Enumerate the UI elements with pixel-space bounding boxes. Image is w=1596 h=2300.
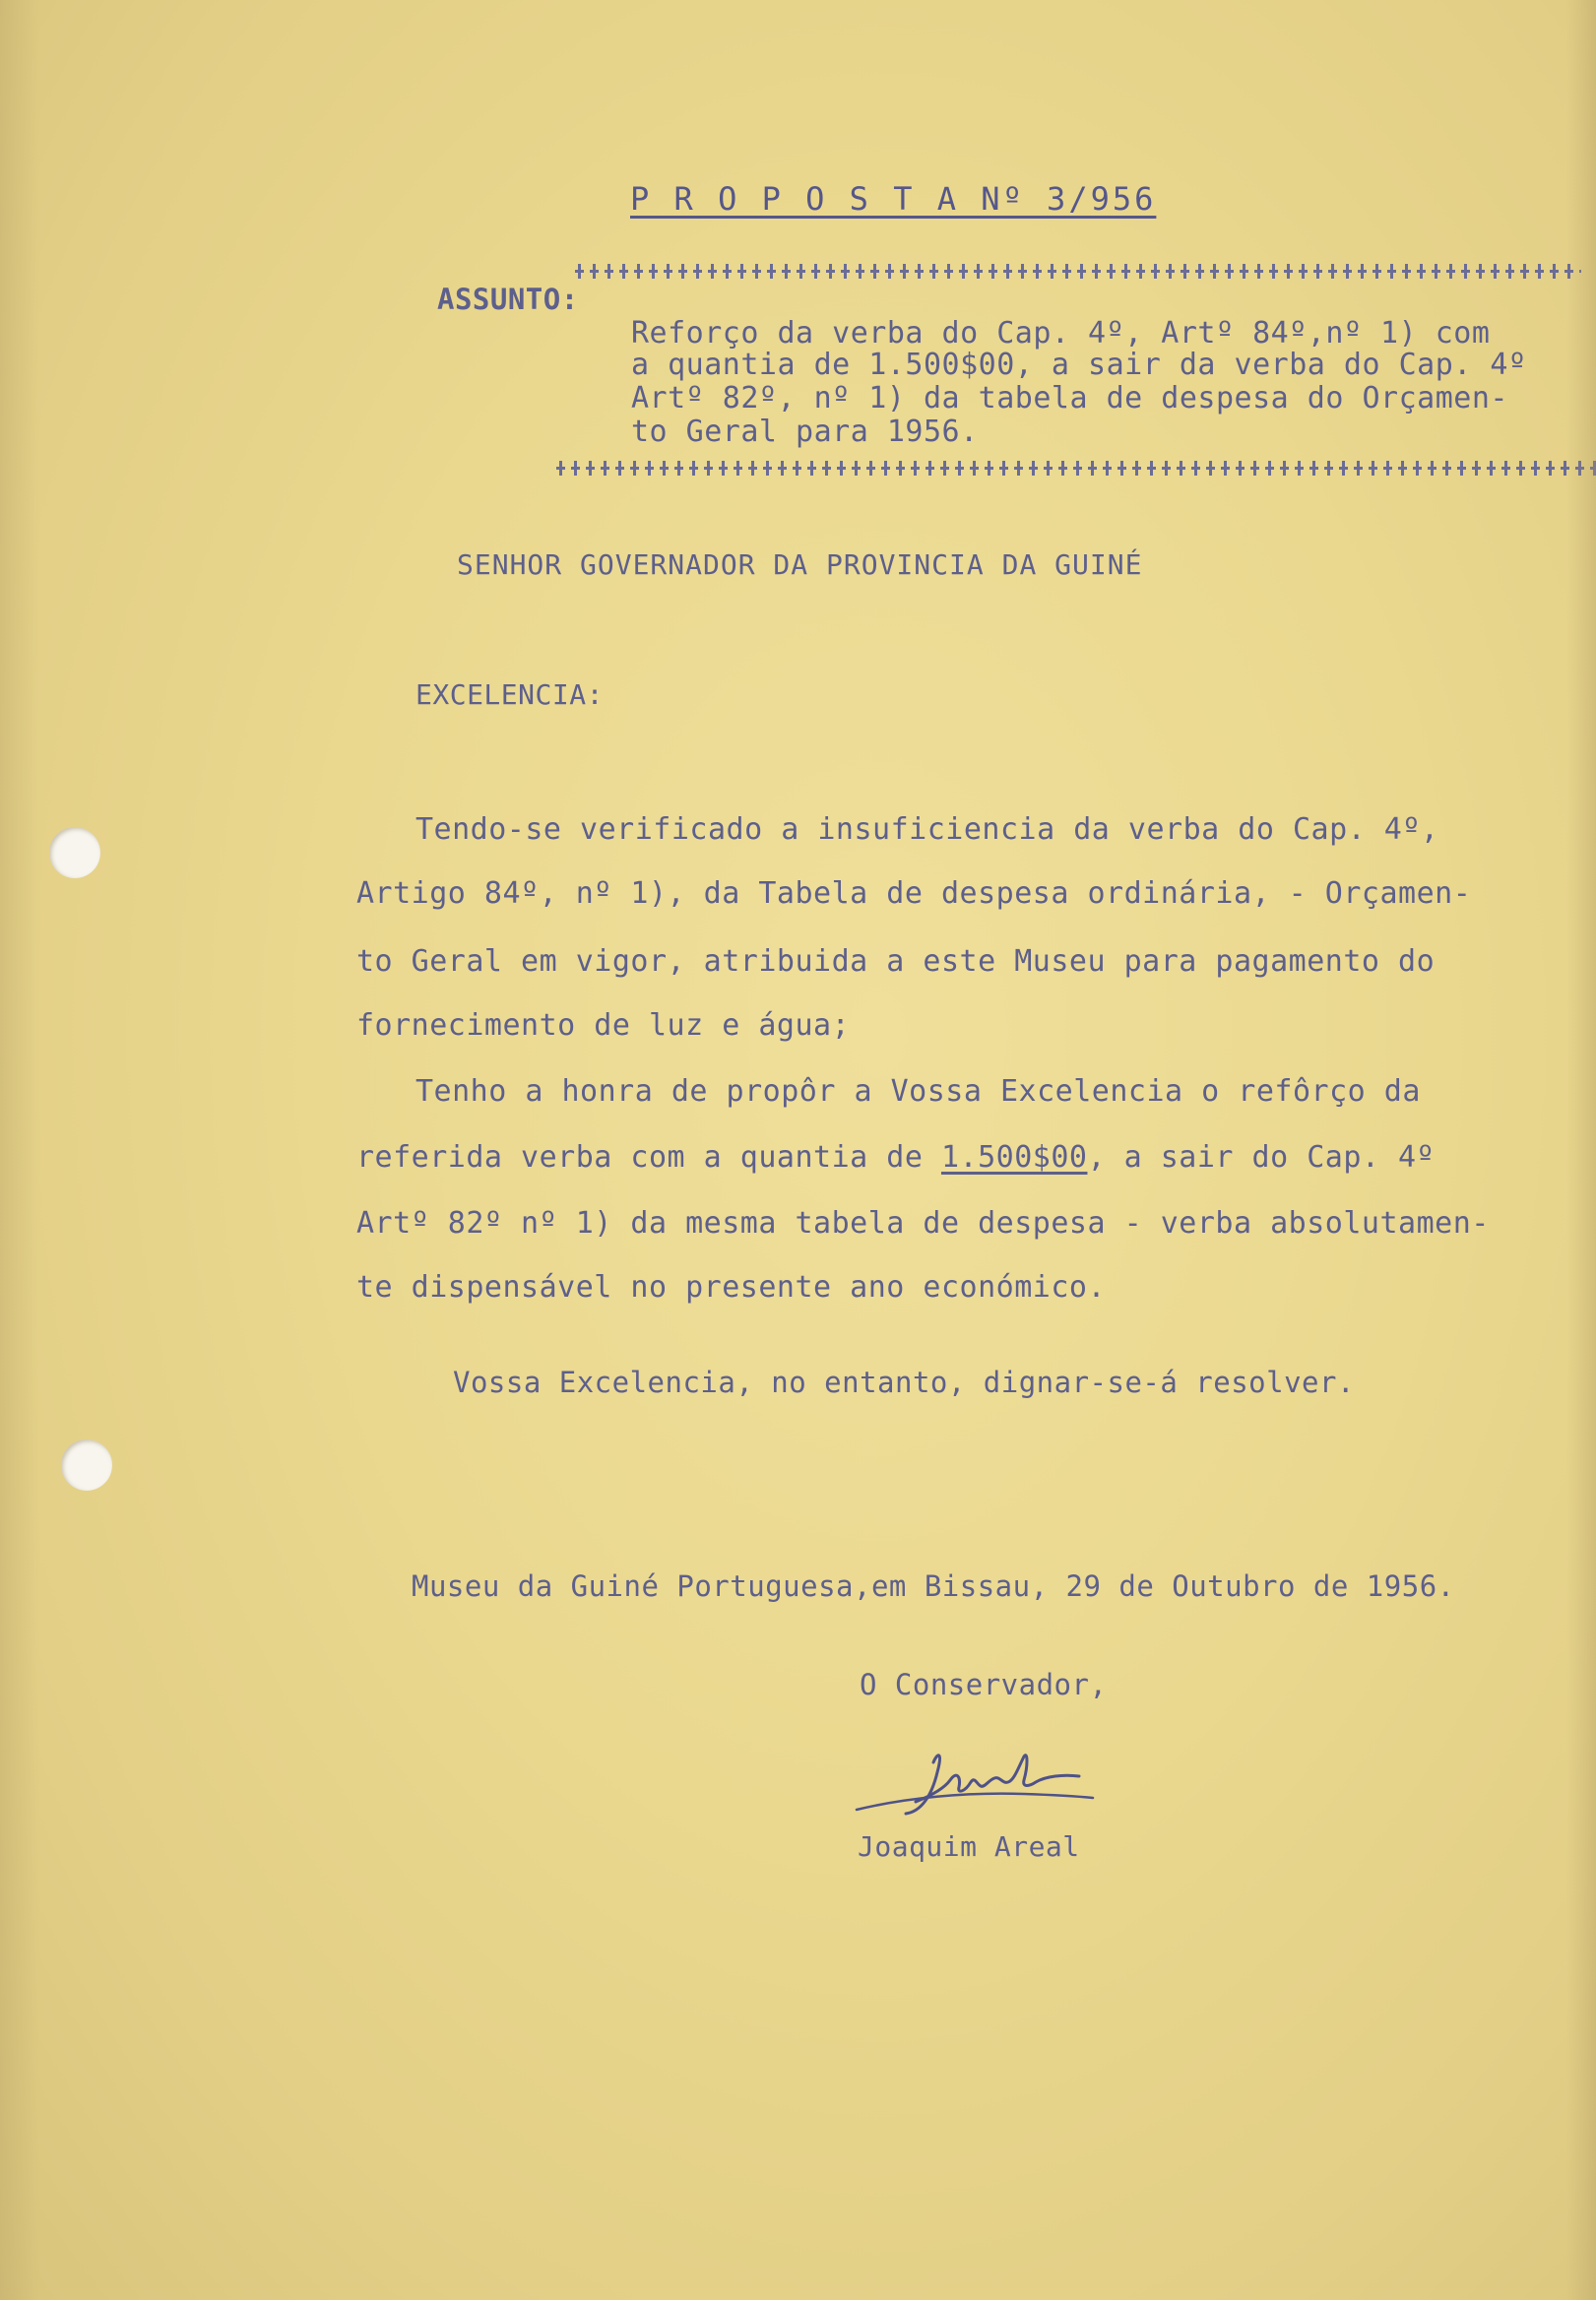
amount-underlined: 1.500$00 [940,1140,1088,1175]
assunto-line: a quantia de 1.500$00, a sair da verba do Cap. 4º [631,348,1527,382]
handwritten-signature [827,1733,1142,1841]
paragraph1-line: Tendo-se verificado a insuficiencia da verba do Cap. 4º, [415,812,1439,847]
paragraph1-line: Artigo 84º, nº 1), da Tabela de despesa ordinária, - Orçamen- [356,876,1472,911]
punch-hole-bottom [61,1439,112,1491]
paragraph2-line: te dispensável no presente ano económico. [356,1270,1107,1305]
closing-line: Vossa Excelencia, no entanto, dignar-se-á resolver. [453,1366,1355,1399]
paragraph1-line: fornecimento de luz e água; [356,1008,851,1043]
separator-bottom [556,467,1596,470]
document-title: P R O P O S T A Nº 3/956 [630,180,1157,218]
assunto-line: Artº 82º, nº 1) da tabela de despesa do Orçamen- [631,381,1508,415]
punch-hole-top [49,827,100,878]
paragraph1-line: to Geral em vigor, atribuida a este Museu para pagamento do [356,944,1436,979]
paragraph2-text-post: , a sair do Cap. 4º [1087,1140,1436,1175]
signer-name: Joaquim Areal [858,1830,1080,1863]
assunto-line: Reforço da verba do Cap. 4º, Artº 84º,nº 1) com [631,316,1491,351]
separator-top [575,270,1581,273]
salutation: EXCELENCIA: [415,678,604,711]
place-date: Museu da Guiné Portuguesa,em Bissau, 29 de Outubro de 1956. [412,1569,1455,1603]
paragraph2-line: Artº 82º nº 1) da mesma tabela de despesa - verba absolutamen- [356,1206,1490,1241]
signer-role: O Conservador, [860,1668,1108,1701]
addressee-greeting: SENHOR GOVERNADOR DA PROVINCIA DA GUINÉ [457,548,1143,581]
paragraph2-line [356,1140,1436,1175]
paragraph2-line: Tenho a honra de propôr a Vossa Excelencia o refôrço da [415,1074,1421,1109]
assunto-line: to Geral para 1956. [631,415,979,449]
paragraph2-text-pre: referida verba com a quantia de [356,1140,941,1175]
assunto-label: ASSUNTO: [437,283,579,316]
